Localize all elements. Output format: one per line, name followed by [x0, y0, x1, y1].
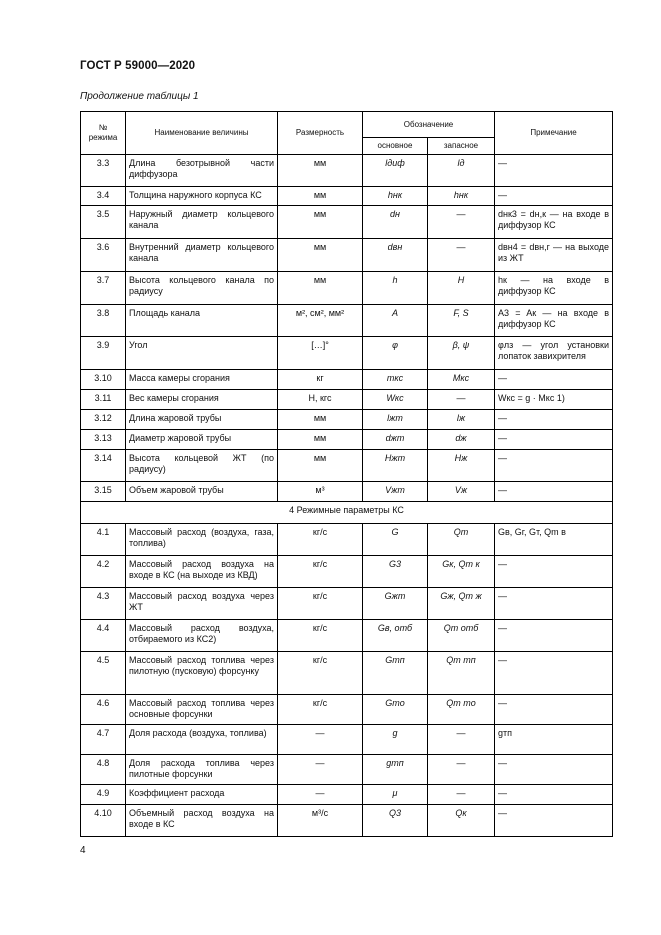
row-spare-symbol: F, S: [428, 305, 495, 337]
row-note: —: [495, 370, 613, 390]
row-unit: мм: [278, 155, 363, 187]
row-note: dнк3 = dн,к — на входе в диффузор КС: [495, 206, 613, 239]
row-note: φлз — угол установки лопаток завихрителя: [495, 337, 613, 370]
header-note: Примечание: [495, 112, 613, 155]
row-number: 3.9: [81, 337, 126, 370]
row-number: 4.8: [81, 755, 126, 785]
row-note: —: [495, 155, 613, 187]
row-number: 3.14: [81, 450, 126, 482]
row-number: 4.4: [81, 620, 126, 652]
page-number: 4: [80, 845, 86, 856]
row-number: 4.7: [81, 725, 126, 755]
row-number: 3.12: [81, 410, 126, 430]
row-spare-symbol: Hж: [428, 450, 495, 482]
header-unit: Размерность: [278, 112, 363, 155]
row-unit: мм: [278, 450, 363, 482]
row-number: 4.3: [81, 588, 126, 620]
row-main-symbol: G3: [363, 556, 428, 588]
row-main-symbol: Gв, отб: [363, 620, 428, 652]
row-main-symbol: g: [363, 725, 428, 755]
row-number: 3.6: [81, 239, 126, 272]
table-row: [81, 482, 613, 502]
table-row: [81, 588, 613, 620]
row-number: 4.1: [81, 524, 126, 556]
row-spare-symbol: Vж: [428, 482, 495, 502]
row-unit: —: [278, 755, 363, 785]
table-row: [81, 390, 613, 410]
header-designation: Обозначение: [363, 112, 495, 138]
row-unit: кг/с: [278, 652, 363, 695]
table-row: [81, 652, 613, 695]
row-unit: м², см², мм²: [278, 305, 363, 337]
row-unit: […]°: [278, 337, 363, 370]
row-name: Массовый расход топлива через основные форсунки: [126, 695, 278, 725]
row-note: —: [495, 187, 613, 206]
row-spare-symbol: Gк, Qm к: [428, 556, 495, 588]
row-note: —: [495, 620, 613, 652]
row-note: —: [495, 556, 613, 588]
row-note: Wкс = g · Mкс 1): [495, 390, 613, 410]
row-number: 3.13: [81, 430, 126, 450]
row-name: Высота кольцевого канала по радиусу: [126, 272, 278, 305]
row-spare-symbol: β, ψ: [428, 337, 495, 370]
row-spare-symbol: hнк: [428, 187, 495, 206]
row-name: Доля расхода (воздуха, топлива): [126, 725, 278, 755]
row-note: —: [495, 652, 613, 695]
row-main-symbol: Gтп: [363, 652, 428, 695]
table-row: [81, 695, 613, 725]
row-main-symbol: mкс: [363, 370, 428, 390]
row-main-symbol: Vжт: [363, 482, 428, 502]
table-row: [81, 337, 613, 370]
row-unit: кг: [278, 370, 363, 390]
row-number: 4.5: [81, 652, 126, 695]
row-note: —: [495, 785, 613, 805]
row-main-symbol: dвн: [363, 239, 428, 272]
row-note: —: [495, 430, 613, 450]
row-name: Внутренний диаметр кольцевого канала: [126, 239, 278, 272]
row-name: Угол: [126, 337, 278, 370]
row-number: 4.6: [81, 695, 126, 725]
row-note: —: [495, 450, 613, 482]
row-main-symbol: hнк: [363, 187, 428, 206]
row-name: Массовый расход топлива через пилотную (пусковую) форсунку: [126, 652, 278, 695]
row-unit: мм: [278, 206, 363, 239]
table-row: [81, 785, 613, 805]
row-spare-symbol: —: [428, 239, 495, 272]
row-note: —: [495, 755, 613, 785]
row-note: —: [495, 410, 613, 430]
row-name: Площадь канала: [126, 305, 278, 337]
row-spare-symbol: lж: [428, 410, 495, 430]
table-row: [81, 524, 613, 556]
row-note: —: [495, 588, 613, 620]
row-spare-symbol: lд: [428, 155, 495, 187]
table-row: [81, 370, 613, 390]
row-unit: м³: [278, 482, 363, 502]
row-name: Диаметр жаровой трубы: [126, 430, 278, 450]
header-no: № режима: [81, 112, 126, 155]
row-main-symbol: dжт: [363, 430, 428, 450]
row-name: Коэффициент расхода: [126, 785, 278, 805]
table-body-section3: [81, 155, 613, 502]
table-row: [81, 725, 613, 755]
row-number: 4.10: [81, 805, 126, 837]
row-number: 3.8: [81, 305, 126, 337]
table-body-section4: [81, 524, 613, 837]
row-name: Массовый расход воздуха на входе в КС (на выходе из КВД): [126, 556, 278, 588]
section-header-4: 4 Режимные параметры КС: [81, 502, 613, 524]
row-main-symbol: Q3: [363, 805, 428, 837]
row-spare-symbol: —: [428, 755, 495, 785]
row-unit: кг/с: [278, 695, 363, 725]
row-number: 3.11: [81, 390, 126, 410]
row-main-symbol: G: [363, 524, 428, 556]
row-main-symbol: φ: [363, 337, 428, 370]
row-unit: —: [278, 725, 363, 755]
row-unit: кг/с: [278, 620, 363, 652]
row-name: Длина безотрывной части диффузора: [126, 155, 278, 187]
row-spare-symbol: Mкс: [428, 370, 495, 390]
table-row: [81, 620, 613, 652]
row-spare-symbol: H: [428, 272, 495, 305]
header-main: основное: [363, 138, 428, 155]
row-spare-symbol: —: [428, 390, 495, 410]
row-unit: мм: [278, 410, 363, 430]
document-title: ГОСТ Р 59000—2020: [80, 60, 196, 72]
row-number: 3.3: [81, 155, 126, 187]
row-spare-symbol: Qm отб: [428, 620, 495, 652]
table-row: [81, 755, 613, 785]
row-note: A3 = Aк — на входе в диффузор КС: [495, 305, 613, 337]
table-row: [81, 410, 613, 430]
table-row: [81, 272, 613, 305]
row-unit: мм: [278, 239, 363, 272]
row-spare-symbol: —: [428, 206, 495, 239]
table-row: [81, 450, 613, 482]
row-name: Наружный диаметр кольцевого канала: [126, 206, 278, 239]
row-note: —: [495, 695, 613, 725]
row-main-symbol: Hжт: [363, 450, 428, 482]
row-note: dвн4 = dвн,г — на выходе из ЖТ: [495, 239, 613, 272]
row-main-symbol: dн: [363, 206, 428, 239]
row-number: 3.5: [81, 206, 126, 239]
row-name: Объемный расход воздуха на входе в КС: [126, 805, 278, 837]
row-spare-symbol: Qк: [428, 805, 495, 837]
row-name: Массовый расход воздуха, отбираемого из КС2): [126, 620, 278, 652]
table-row: [81, 430, 613, 450]
row-main-symbol: μ: [363, 785, 428, 805]
row-main-symbol: h: [363, 272, 428, 305]
row-note: —: [495, 805, 613, 837]
table-row: [81, 556, 613, 588]
table-row: [81, 239, 613, 272]
row-main-symbol: gтп: [363, 755, 428, 785]
row-unit: мм: [278, 272, 363, 305]
header-name: Наименование величины: [126, 112, 278, 155]
row-note: hк — на входе в диффузор КС: [495, 272, 613, 305]
row-spare-symbol: Gж, Qm ж: [428, 588, 495, 620]
table-body-section-header: [81, 502, 613, 524]
row-main-symbol: Wкс: [363, 390, 428, 410]
row-note: Gв, Gг, Gт, Qm в: [495, 524, 613, 556]
parameters-table: [80, 111, 613, 837]
row-number: 4.9: [81, 785, 126, 805]
row-name: Доля расхода топлива через пилотные форсунки: [126, 755, 278, 785]
row-unit: кг/с: [278, 556, 363, 588]
row-name: Толщина наружного корпуса КС: [126, 187, 278, 206]
row-spare-symbol: Qm: [428, 524, 495, 556]
row-unit: —: [278, 785, 363, 805]
row-main-symbol: Gто: [363, 695, 428, 725]
row-main-symbol: A: [363, 305, 428, 337]
table-row: [81, 155, 613, 187]
row-note: —: [495, 482, 613, 502]
row-number: 3.7: [81, 272, 126, 305]
table-caption: Продолжение таблицы 1: [80, 91, 199, 102]
row-name: Масса камеры сгорания: [126, 370, 278, 390]
row-name: Массовый расход воздуха через ЖТ: [126, 588, 278, 620]
row-name: Объем жаровой трубы: [126, 482, 278, 502]
table-row: [81, 305, 613, 337]
row-unit: м³/с: [278, 805, 363, 837]
row-number: 3.10: [81, 370, 126, 390]
row-name: Вес камеры сгорания: [126, 390, 278, 410]
row-name: Высота кольцевой ЖТ (по радиусу): [126, 450, 278, 482]
row-unit: мм: [278, 430, 363, 450]
row-unit: кг/с: [278, 524, 363, 556]
row-number: 3.15: [81, 482, 126, 502]
table-row: [81, 805, 613, 837]
row-spare-symbol: —: [428, 785, 495, 805]
row-name: Длина жаровой трубы: [126, 410, 278, 430]
row-spare-symbol: —: [428, 725, 495, 755]
row-number: 4.2: [81, 556, 126, 588]
row-spare-symbol: dж: [428, 430, 495, 450]
row-unit: Н, кгс: [278, 390, 363, 410]
row-note: gтп: [495, 725, 613, 755]
row-main-symbol: lжт: [363, 410, 428, 430]
row-spare-symbol: Qm то: [428, 695, 495, 725]
row-number: 3.4: [81, 187, 126, 206]
row-unit: мм: [278, 187, 363, 206]
table-row: [81, 187, 613, 206]
row-spare-symbol: Qm тп: [428, 652, 495, 695]
table-row: [81, 206, 613, 239]
header-spare: запасное: [428, 138, 495, 155]
row-main-symbol: Gжт: [363, 588, 428, 620]
row-main-symbol: lдиф: [363, 155, 428, 187]
row-unit: кг/с: [278, 588, 363, 620]
row-name: Массовый расход (воздуха, газа, топлива): [126, 524, 278, 556]
